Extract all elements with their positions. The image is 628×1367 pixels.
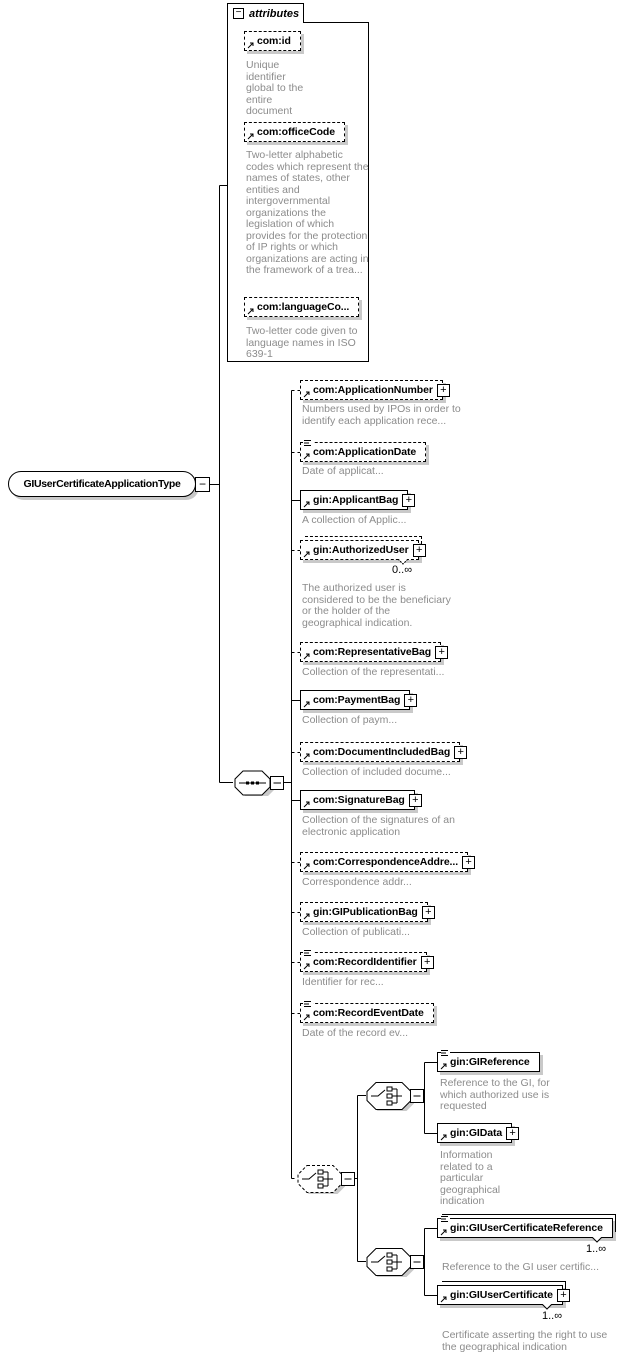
attribute-annotation: Unique identifier global to the entire document (246, 59, 304, 117)
reference-arrow-icon (440, 1295, 448, 1303)
element-gi-publication-bag[interactable] (300, 902, 432, 922)
reference-arrow-icon (303, 800, 311, 808)
element-label: com:PaymentBag (313, 694, 401, 706)
element-annotation: Collection of the signatures of an electronic application (302, 814, 455, 838)
element-label: gin:AuthorizedUser (313, 544, 409, 556)
reference-arrow-icon (303, 452, 311, 460)
element-gi-user-certificate-reference[interactable] (437, 1218, 613, 1238)
reference-arrow-icon (303, 500, 311, 508)
expand-icon[interactable]: + (437, 384, 450, 397)
element-application-number[interactable] (300, 380, 447, 400)
expand-icon[interactable]: + (402, 494, 415, 507)
reference-arrow-icon (303, 752, 311, 760)
element-annotation: Certificate asserting the right to use the geographical indication (442, 1329, 608, 1353)
element-annotation: Collection of included docume... (302, 766, 451, 778)
element-annotation: A collection of Applic... (302, 514, 407, 526)
attribute-annotation: Two-letter code given to language names in ISO 639-1 (246, 325, 358, 360)
element-label: com:ApplicationDate (313, 446, 417, 458)
reference-arrow-icon (440, 1133, 448, 1141)
reference-arrow-icon (440, 1228, 448, 1236)
text-content-icon (441, 1049, 450, 1057)
element-label: gin:GIReference (450, 1056, 530, 1068)
expand-icon[interactable]: + (462, 856, 475, 869)
element-label: com:RepresentativeBag (313, 646, 432, 658)
attribute-label: com:id (257, 35, 291, 47)
element-label: gin:GIUserCertificateReference (450, 1222, 603, 1234)
cardinality-label: 1..∞ (542, 1310, 563, 1322)
expand-icon[interactable]: + (421, 956, 434, 969)
element-record-identifier[interactable] (300, 952, 431, 972)
choice-compositor-certificate[interactable] (366, 1247, 424, 1277)
element-document-included-bag[interactable] (300, 742, 464, 762)
text-content-icon (304, 1000, 313, 1008)
element-annotation: Collection of the representati... (302, 666, 445, 678)
reference-arrow-icon (303, 1013, 311, 1021)
element-label: gin:ApplicantBag (313, 494, 399, 506)
reference-arrow-icon (303, 700, 311, 708)
element-authorized-user[interactable] (300, 540, 423, 560)
element-representative-bag[interactable] (300, 642, 445, 662)
attributes-tab[interactable] (227, 3, 304, 23)
choice-compositor-gi[interactable] (366, 1081, 424, 1111)
expand-icon[interactable]: + (404, 694, 417, 707)
expand-icon[interactable]: + (409, 794, 422, 807)
element-annotation: Collection of publicati... (302, 926, 410, 938)
text-content-icon (304, 439, 313, 447)
attribute-com-officecode[interactable] (244, 122, 345, 142)
element-annotation: Date of the record ev... (302, 1027, 409, 1039)
element-annotation: Numbers used by IPOs in order to identify each application rece... (302, 403, 461, 427)
element-application-date[interactable] (300, 442, 426, 462)
expand-icon[interactable]: + (422, 906, 435, 919)
element-label: com:ApplicationNumber (313, 384, 433, 396)
element-label: com:CorrespondenceAddre... (313, 856, 459, 868)
element-annotation: Identifier for rec... (302, 976, 384, 988)
element-label: gin:GIData (450, 1127, 503, 1139)
element-annotation: Reference to the GI user certific... (442, 1261, 599, 1273)
element-gi-data[interactable] (437, 1123, 516, 1143)
element-annotation: Reference to the GI, for which authorized use is requested (440, 1077, 550, 1112)
cardinality-label: 1..∞ (586, 1243, 607, 1255)
element-signature-bag[interactable] (300, 790, 419, 810)
element-gi-user-certificate[interactable] (437, 1285, 567, 1305)
expand-icon[interactable]: + (454, 746, 467, 759)
reference-arrow-icon (247, 307, 255, 315)
element-label: com:SignatureBag (313, 794, 405, 806)
element-annotation: Collection of paym... (302, 714, 398, 726)
choice-compositor-optional[interactable] (297, 1164, 355, 1194)
reference-arrow-icon (303, 652, 311, 660)
element-applicant-bag[interactable] (300, 490, 412, 510)
cardinality-label: 0..∞ (392, 564, 413, 576)
expand-icon[interactable]: + (557, 1289, 570, 1302)
element-annotation: Information related to a particular geographical indication (440, 1149, 501, 1207)
element-payment-bag[interactable] (300, 690, 414, 710)
element-annotation: The authorized user is considered to be the beneficiary or the holder of the geographical indication. (302, 582, 451, 629)
element-correspondence-address[interactable] (300, 852, 472, 872)
reference-arrow-icon (303, 550, 311, 558)
collapse-icon[interactable]: − (195, 477, 210, 492)
reference-arrow-icon (440, 1062, 448, 1070)
element-annotation: Correspondence addr... (302, 876, 412, 888)
reference-arrow-icon (303, 390, 311, 398)
expand-icon[interactable]: + (435, 646, 448, 659)
element-label: gin:GIUserCertificate (450, 1289, 553, 1301)
expand-icon[interactable]: + (506, 1127, 519, 1140)
text-content-icon (441, 1215, 450, 1223)
element-annotation: Date of applicat... (302, 465, 384, 477)
element-gi-reference[interactable] (437, 1052, 540, 1072)
attributes-title: attributes (249, 7, 300, 20)
attribute-annotation: Two-letter alphabetic codes which represent the names of states, other entities and intergovernmental organizations the legislation of which provides for the protection of IP rights or which organizations are acting in the framework of a trea... (246, 149, 369, 276)
attribute-label: com:officeCode (257, 126, 335, 138)
expand-icon[interactable]: + (413, 544, 426, 557)
text-content-icon (304, 949, 313, 957)
reference-arrow-icon (303, 912, 311, 920)
reference-arrow-icon (303, 862, 311, 870)
element-label: gin:GIPublicationBag (313, 906, 418, 918)
element-label: com:RecordIdentifier (313, 956, 417, 968)
reference-arrow-icon (303, 962, 311, 970)
element-record-event-date[interactable] (300, 1003, 434, 1023)
attribute-com-id[interactable] (244, 31, 301, 51)
attribute-com-languagecode[interactable] (244, 297, 359, 317)
root-element-giusercertificateapplicationtype[interactable]: GIUserCertificateApplicationType (8, 471, 196, 497)
reference-arrow-icon (247, 41, 255, 49)
element-label: com:RecordEventDate (313, 1007, 424, 1019)
attribute-label: com:languageCo... (257, 301, 350, 313)
element-label: com:DocumentIncludedBag (313, 746, 451, 758)
sequence-compositor[interactable] (233, 770, 285, 796)
collapse-icon[interactable]: − (233, 8, 244, 19)
reference-arrow-icon (247, 132, 255, 140)
